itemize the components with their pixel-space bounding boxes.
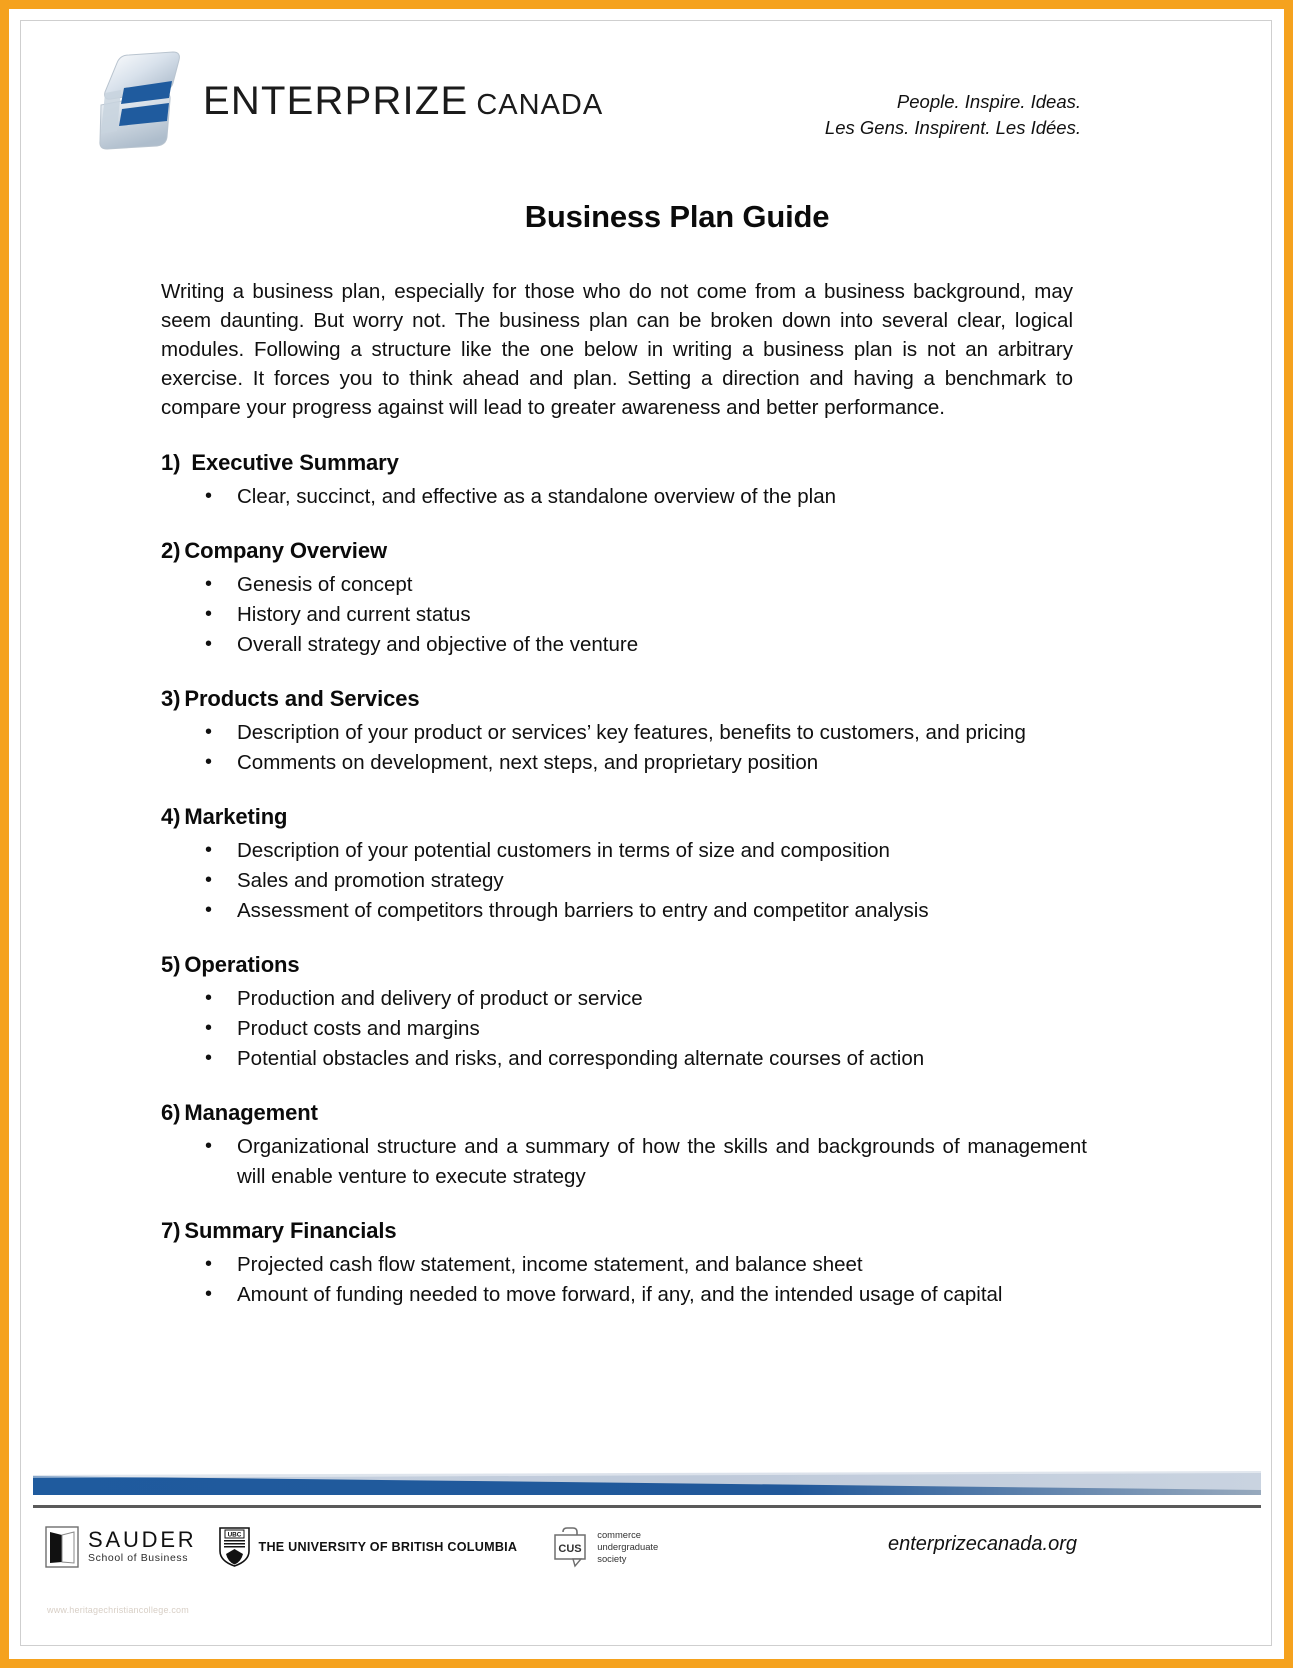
- section: [21, 1218, 1272, 1310]
- ubc-shield-icon: [219, 1527, 250, 1567]
- section-label: Company Overview: [184, 538, 387, 563]
- document-body: [21, 171, 1272, 1310]
- bullet-item: • Genesis of concept: [201, 570, 1063, 600]
- section: [21, 1100, 1272, 1192]
- section-bullets: [21, 1250, 1272, 1310]
- section: [21, 538, 1272, 660]
- logo-word-secondary: CANADA: [476, 89, 604, 121]
- page-header: [21, 21, 1272, 171]
- section-heading: [161, 952, 1272, 978]
- cus-briefcase-icon: [549, 1525, 589, 1569]
- tagline-english: People. Inspire. Ideas.: [896, 91, 1081, 112]
- page-canvas: [20, 20, 1272, 1646]
- bullet-item: • Organizational structure and a summary of how the skills and backgrounds of management will enable venture to execute strategy: [201, 1132, 1087, 1192]
- sauder-name: SAUDER: [88, 1527, 197, 1552]
- section-number: 1): [161, 450, 181, 475]
- enterprize-wordmark: [203, 79, 603, 124]
- intro-paragraph: Writing a business plan, especially for those who do not come from a business background, may seem daunting. But worry not. The business plan can be broken down into several clear, logical modules. Following a structure like the one below in writing a business plan is not an arbitrary exercise. It forces you to think ahead and plan. Setting a direction and having a benchmark to compare your progress against will lead to greater awareness and better performance.: [161, 280, 1073, 419]
- bullet-item: • Assessment of competitors through barriers to entry and competitor analysis: [201, 896, 1063, 926]
- section-bullets: [21, 718, 1272, 778]
- section-label: Marketing: [184, 804, 288, 829]
- section-bullets: [21, 1132, 1272, 1192]
- bullet-item: • Description of your potential customers in terms of size and composition: [201, 836, 1063, 866]
- section-number: 6): [161, 1100, 181, 1125]
- watermark-text: www.heritagechristiancollege.com: [47, 1605, 189, 1615]
- bullet-item: • Comments on development, next steps, and proprietary position: [201, 748, 1063, 778]
- sauder-logo: [45, 1526, 197, 1568]
- bullet-item: • History and current status: [201, 600, 1063, 630]
- bullet-item: • Description of your product or services’ key features, benefits to customers, and pricing: [201, 718, 1063, 748]
- bullet-item: • Projected cash flow statement, income statement, and balance sheet: [201, 1250, 1063, 1280]
- section-bullets: [21, 836, 1272, 926]
- section-number: 3): [161, 686, 181, 711]
- bullet-item: • Sales and promotion strategy: [201, 866, 1063, 896]
- cus-line-3: society: [597, 1553, 627, 1564]
- section-label: Management: [184, 1100, 318, 1125]
- section-label: Products and Services: [184, 686, 420, 711]
- cus-line-1: commerce: [597, 1529, 642, 1540]
- section-bullets: [21, 570, 1272, 660]
- footer-divider: [33, 1505, 1261, 1508]
- cus-name: [597, 1529, 658, 1565]
- section-label: Executive Summary: [191, 450, 399, 475]
- logo-word-primary: ENTERPRIZE: [203, 79, 469, 123]
- tagline: [825, 89, 1081, 141]
- section-number: 7): [161, 1218, 181, 1243]
- svg-text:CUS: CUS: [558, 1543, 582, 1555]
- ubc-name: THE UNIVERSITY OF BRITISH COLUMBIA: [258, 1540, 518, 1554]
- bullet-item: • Product costs and margins: [201, 1014, 1063, 1044]
- sauder-subtitle: School of Business: [88, 1552, 189, 1564]
- section-number: 4): [161, 804, 181, 829]
- page-footer: [21, 1449, 1272, 1645]
- section-heading: [161, 1218, 1272, 1244]
- tagline-french: Les Gens. Inspirent. Les Idées.: [824, 117, 1081, 138]
- page-title: Business Plan Guide: [524, 199, 830, 234]
- section-bullets: [21, 984, 1272, 1074]
- section-heading: [161, 686, 1272, 712]
- section-list: [21, 450, 1272, 1310]
- footer-band-graphic: [33, 1467, 1261, 1497]
- section: [21, 686, 1272, 778]
- section-heading: [161, 1100, 1272, 1126]
- section-heading: [161, 804, 1272, 830]
- cus-line-2: undergraduate: [597, 1541, 659, 1552]
- enterprize-logo-icon: [93, 49, 185, 153]
- section: [21, 804, 1272, 926]
- bullet-item: • Potential obstacles and risks, and corresponding alternate courses of action: [201, 1044, 1063, 1074]
- section: [21, 952, 1272, 1074]
- section: [21, 450, 1272, 512]
- section-label: Summary Financials: [184, 1218, 397, 1243]
- svg-text:UBC: UBC: [227, 1531, 241, 1539]
- section-number: 5): [161, 952, 181, 977]
- website-url[interactable]: enterprizecanada.org: [887, 1533, 1077, 1555]
- section-heading: [161, 450, 1272, 476]
- cus-logo: [549, 1525, 658, 1569]
- bullet-item: • Clear, succinct, and effective as a standalone overview of the plan: [201, 482, 1063, 512]
- bullet-item: • Production and delivery of product or service: [201, 984, 1063, 1014]
- bullet-item: • Overall strategy and objective of the venture: [201, 630, 1063, 660]
- section-heading: [161, 538, 1272, 564]
- sauder-book-icon: [45, 1526, 79, 1568]
- section-number: 2): [161, 538, 181, 563]
- bullet-item: • Amount of funding needed to move forward, if any, and the intended usage of capital: [201, 1280, 1063, 1310]
- section-bullets: [21, 482, 1272, 512]
- ubc-logo: [219, 1527, 518, 1567]
- section-label: Operations: [184, 952, 300, 977]
- partner-logos: [45, 1525, 658, 1569]
